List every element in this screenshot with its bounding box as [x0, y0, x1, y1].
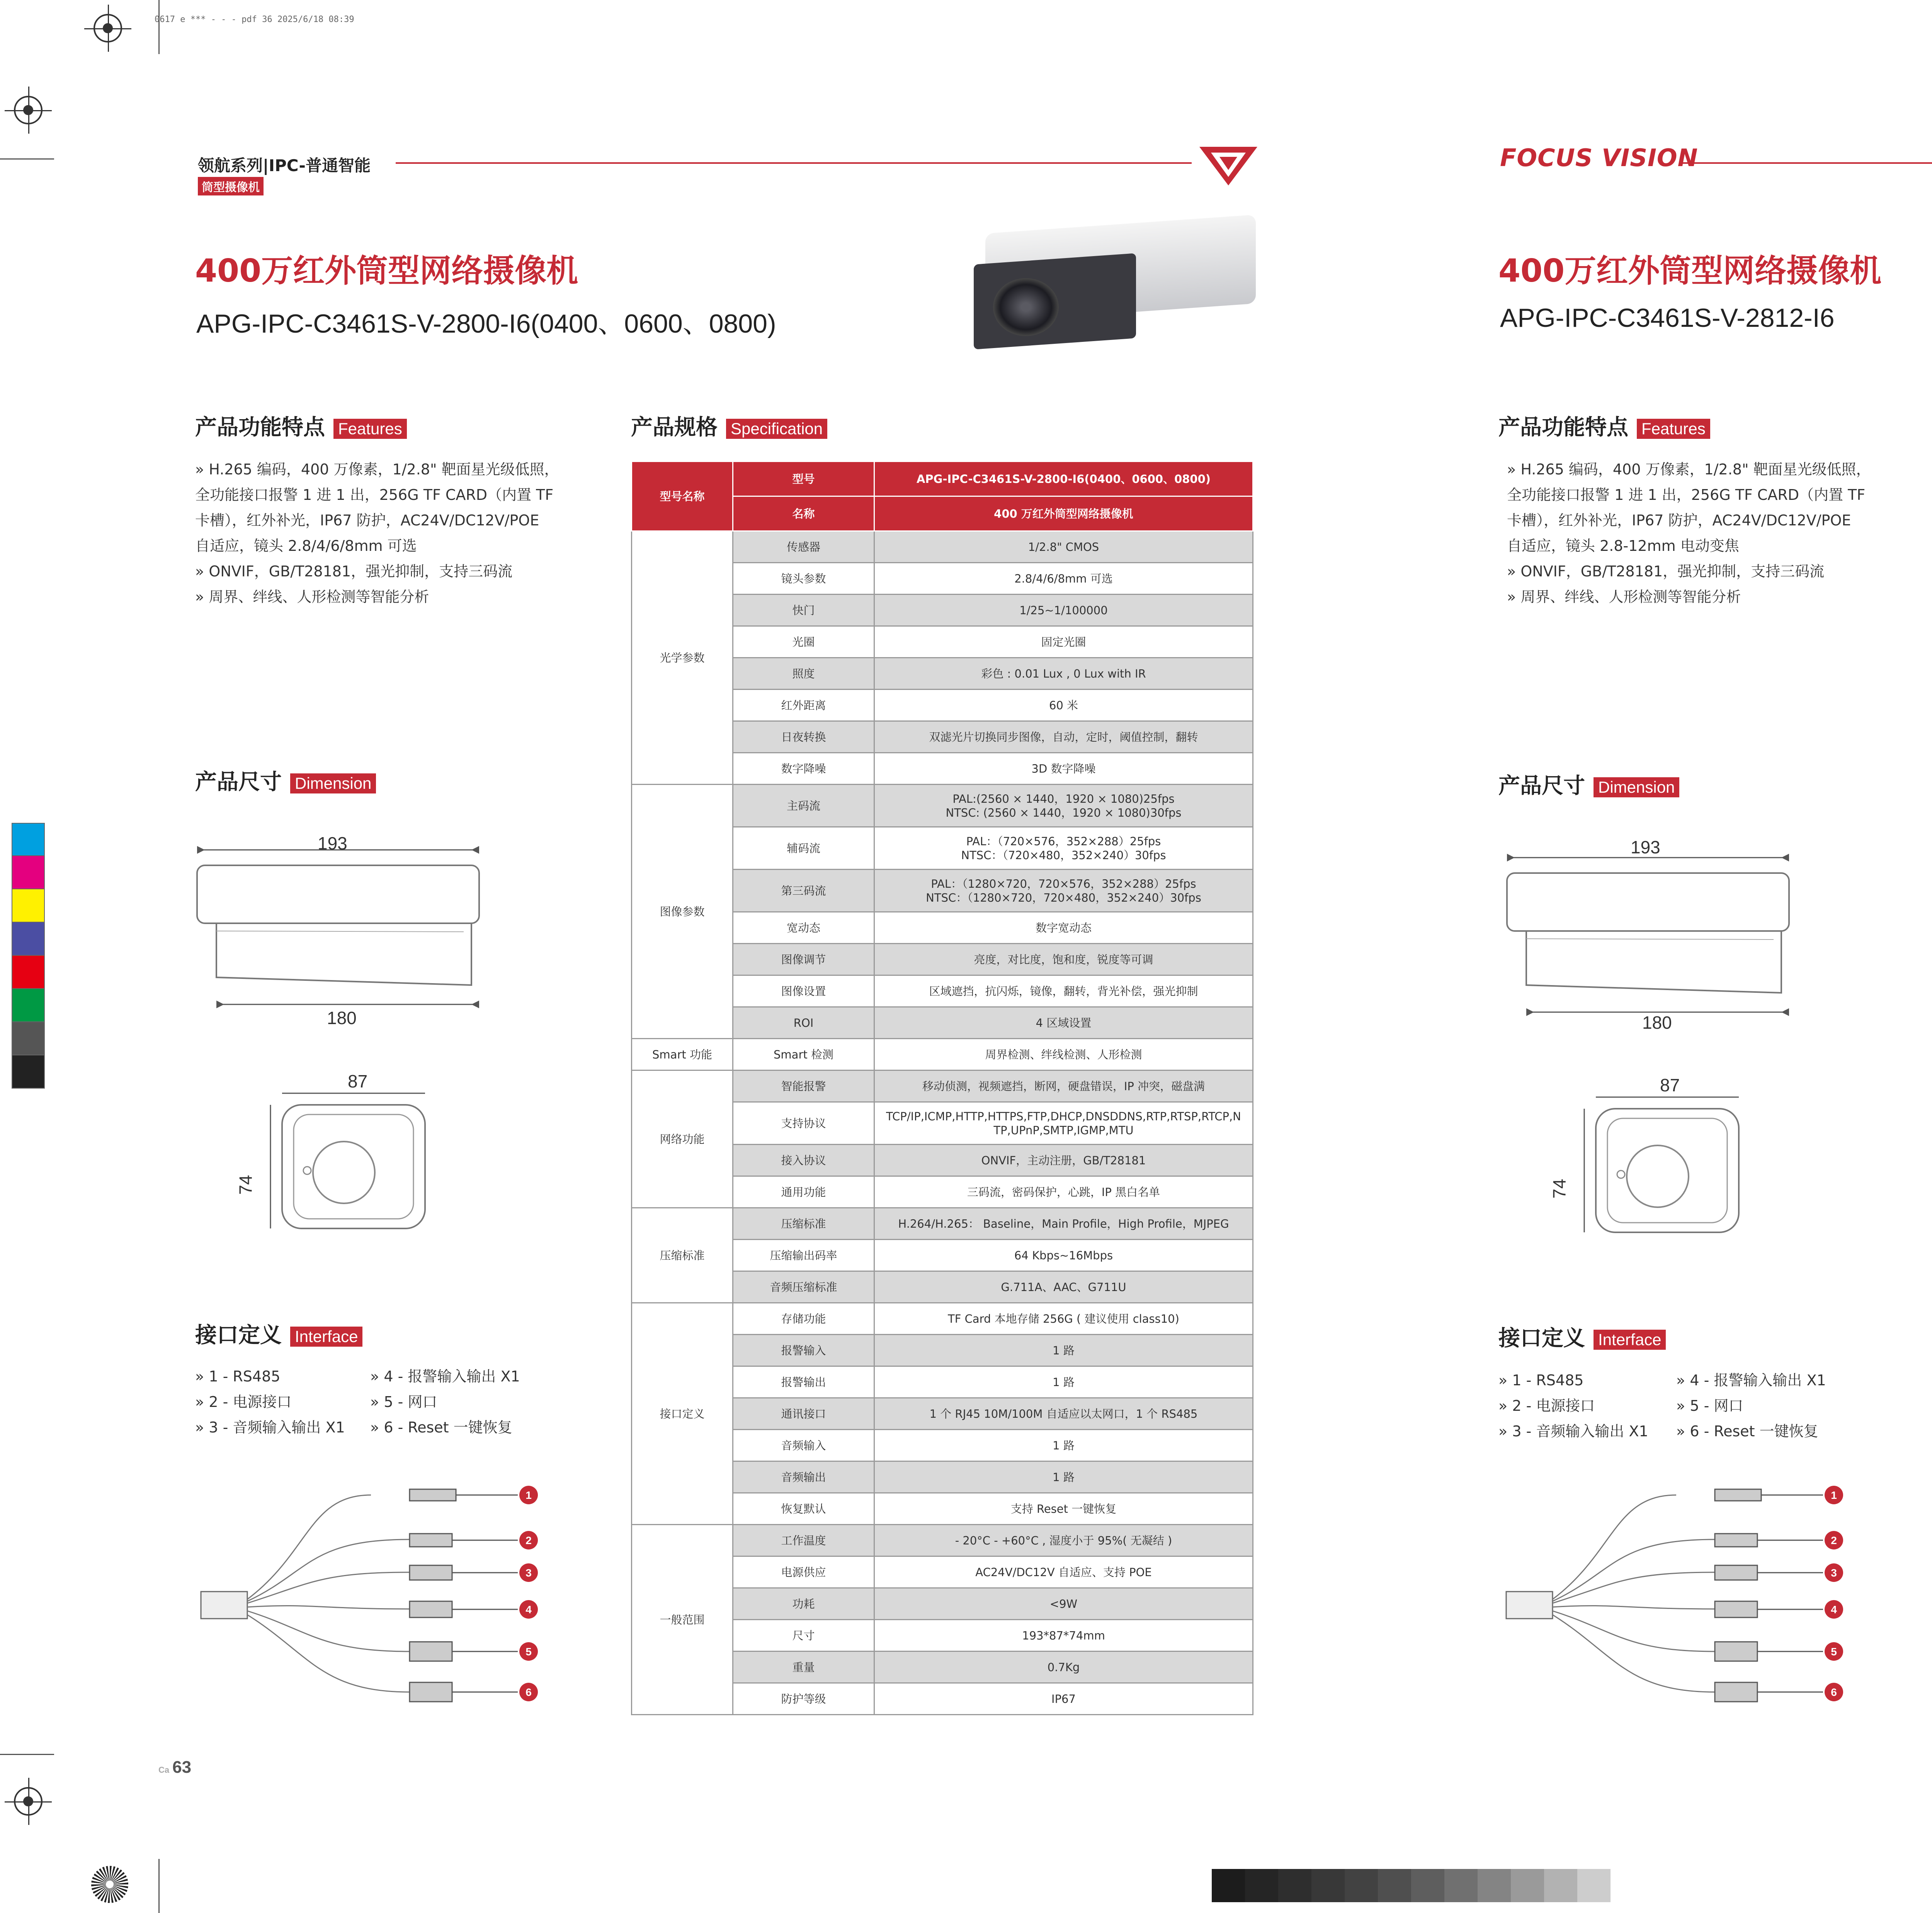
- cable-diagram: [193, 1476, 549, 1715]
- spec-value: [874, 626, 1253, 658]
- page-number: Ca 63: [158, 1758, 192, 1777]
- dimension-length-top: 193: [1631, 837, 1660, 857]
- spec-key: 功耗: [733, 1588, 874, 1620]
- spec-title-en: Specification: [726, 419, 827, 439]
- feature-line: 全功能接口报警 1 进 1 出，256G TF CARD（内置 TF: [195, 486, 554, 503]
- feature-line: 全功能接口报警 1 进 1 出，256G TF CARD（内置 TF: [1507, 486, 1866, 503]
- header-rule: [396, 162, 1192, 164]
- front-view-drawing: [255, 1078, 433, 1256]
- spec-value-line: 区域遮挡，抗闪烁，镜像，翻转，背光补偿，强光抑制: [929, 984, 1198, 998]
- brand-logo: FOCUS VISION: [1500, 144, 1698, 172]
- spec-value-line: 周界检测、绊线检测、人形检测: [985, 1048, 1142, 1061]
- interface-list-col1: [1498, 1368, 1648, 1444]
- svg-text:4: 4: [526, 1604, 532, 1616]
- spec-value-line: 4 区域设置: [1036, 1016, 1092, 1030]
- spec-value-line: 1/25~1/100000: [1019, 603, 1108, 617]
- spec-value: [874, 753, 1253, 785]
- feature-line: » ONVIF，GB/T28181，强光抑制，支持三码流: [1507, 563, 1825, 580]
- spec-value-line: 1 路: [1053, 1375, 1075, 1389]
- spec-value-line: ONVIF，主动注册，GB/T28181: [981, 1154, 1146, 1167]
- spec-value: [874, 595, 1253, 626]
- interface-item: » 1 - RS485: [195, 1368, 281, 1385]
- spec-value-line: 1 路: [1053, 1439, 1075, 1452]
- front-view-drawing: [1569, 1082, 1747, 1259]
- spec-key: 快门: [733, 595, 874, 626]
- interface-heading: [195, 1318, 362, 1349]
- spec-name-value: 400 万红外筒型网络摄像机: [874, 496, 1253, 531]
- spec-value-line: 支持 Reset 一键恢复: [1010, 1502, 1117, 1515]
- spec-group-label: 图像参数: [632, 785, 733, 1039]
- spec-value: [874, 563, 1253, 595]
- spec-value-line: NTSC: (2560 × 1440，1920 × 1080)30fps: [946, 806, 1182, 819]
- spec-value-line: IP67: [1051, 1692, 1076, 1706]
- spec-key: Smart 检测: [733, 1039, 874, 1070]
- spec-value: [874, 1556, 1253, 1588]
- spec-value-line: TP,UPnP,SMTP,IGMP,MTU: [993, 1123, 1134, 1137]
- spec-key: 通用功能: [733, 1176, 874, 1208]
- svg-text:5: 5: [526, 1646, 532, 1658]
- dimension-width: 87: [348, 1071, 368, 1091]
- spec-value-line: NTSC：（720×480，352×240）30fps: [961, 848, 1166, 862]
- spec-key: 恢复默认: [733, 1493, 874, 1525]
- page-right: [1376, 0, 1932, 1913]
- spec-value: [874, 1430, 1253, 1461]
- spec-value: [874, 1398, 1253, 1430]
- spec-key: 压缩标准: [733, 1208, 874, 1240]
- spec-value: [874, 1039, 1253, 1070]
- spec-key: 镜头参数: [733, 563, 874, 595]
- spec-title: 产品规格: [631, 415, 718, 440]
- spec-key: 智能报警: [733, 1070, 874, 1102]
- spec-value: [874, 1366, 1253, 1398]
- svg-text:2: 2: [1831, 1534, 1837, 1546]
- spec-value: [874, 1208, 1253, 1240]
- spec-value-line: 0.7Kg: [1047, 1660, 1080, 1674]
- print-slug: 0617 e *** - - - pdf 36 2025/6/18 08:39: [155, 15, 354, 24]
- spec-value-line: 3D 数字降噪: [1031, 762, 1096, 775]
- product-model: APG-IPC-C3461S-V-2800-I6(0400、0600、0800): [196, 309, 776, 338]
- interface-title: 接口定义: [195, 1323, 282, 1348]
- spec-group-label: 压缩标准: [632, 1208, 733, 1303]
- spec-key: 型号: [733, 462, 874, 496]
- spec-value-line: 固定光圈: [1041, 635, 1086, 649]
- spec-value-line: AC24V/DC12V 自适应、支持 POE: [975, 1565, 1152, 1579]
- features-list: [195, 457, 566, 610]
- dimension-width: 87: [1660, 1075, 1680, 1095]
- spec-key: 音频输出: [733, 1461, 874, 1493]
- svg-text:1: 1: [526, 1489, 532, 1501]
- spec-value: [874, 1461, 1253, 1493]
- spec-row: [632, 1303, 1253, 1335]
- dimension-title: 产品尺寸: [195, 770, 282, 795]
- page-number-value: 63: [172, 1758, 192, 1777]
- spec-key: 传感器: [733, 531, 874, 563]
- spec-key: 压缩输出码率: [733, 1240, 874, 1271]
- feature-line: 自适应，镜头 2.8-12mm 电动变焦: [1507, 537, 1739, 554]
- spec-value-line: G.711A、AAC、G711U: [1001, 1280, 1126, 1294]
- dimension-length-bottom: 180: [1642, 1013, 1672, 1033]
- spec-row: [632, 531, 1253, 563]
- spec-value-line: 64 Kbps~16Mbps: [1014, 1249, 1113, 1262]
- spec-key: ROI: [733, 1007, 874, 1039]
- interface-item: » 4 - 报警输入输出 X1: [1676, 1372, 1826, 1389]
- spec-key: 宽动态: [733, 912, 874, 944]
- interface-item: » 2 - 电源接口: [195, 1393, 292, 1410]
- spec-value: [874, 785, 1253, 827]
- dimension-heading: [195, 765, 376, 796]
- dimension-title: 产品尺寸: [1498, 773, 1585, 798]
- spec-value: [874, 690, 1253, 721]
- spec-value-line: 双滤光片切换同步图像，自动，定时，阈值控制，翻转: [929, 730, 1198, 744]
- feature-line: » 周界、绊线、人形检测等智能分析: [1507, 588, 1741, 605]
- interface-item: » 5 - 网口: [370, 1393, 437, 1410]
- spec-value-line: 移动侦测，视频遮挡，断网，硬盘错误，IP 冲突，磁盘满: [922, 1079, 1205, 1093]
- features-list: [1507, 457, 1878, 610]
- svg-text:5: 5: [1831, 1646, 1837, 1658]
- spec-value-line: PAL：（1280×720，720×576，352×288）25fps: [931, 877, 1196, 890]
- spec-value: [874, 1145, 1253, 1176]
- interface-item: » 3 - 音频输入输出 X1: [1498, 1423, 1648, 1440]
- feature-line: 卡槽），红外补光，IP67 防护，AC24V/DC12V/POE: [195, 512, 539, 529]
- spec-value: [874, 1303, 1253, 1335]
- spec-value: [874, 1651, 1253, 1683]
- svg-text:6: 6: [526, 1686, 532, 1698]
- svg-text:3: 3: [1831, 1567, 1837, 1579]
- dimension-height: 74: [235, 1175, 256, 1195]
- dimension-length-bottom: 180: [327, 1008, 357, 1028]
- spec-group-label: Smart 功能: [632, 1039, 733, 1070]
- spec-value-line: - 20°C - +60°C , 湿度小于 95%( 无凝结 ): [955, 1534, 1172, 1547]
- features-title-en: Features: [333, 419, 407, 439]
- spec-value-line: PAL：（720×576，352×288）25fps: [966, 834, 1161, 848]
- spec-value: [874, 1683, 1253, 1715]
- category-tag: 筒型摄像机: [198, 177, 264, 195]
- interface-title: 接口定义: [1498, 1326, 1585, 1351]
- spec-key: 通讯接口: [733, 1398, 874, 1430]
- spec-key: 第三码流: [733, 870, 874, 912]
- features-heading: [1498, 410, 1710, 441]
- spec-value: [874, 912, 1253, 944]
- spec-table: [631, 461, 1253, 1715]
- spec-value-line: <9W: [1049, 1597, 1078, 1611]
- spec-value: [874, 1493, 1253, 1525]
- svg-text:2: 2: [526, 1534, 532, 1546]
- spec-key: 电源供应: [733, 1556, 874, 1588]
- brand-emblem-icon: [1199, 147, 1257, 185]
- spec-value: [874, 1007, 1253, 1039]
- spec-key: 报警输入: [733, 1335, 874, 1366]
- camera-product-image: [970, 216, 1256, 355]
- header-rule: [1681, 162, 1932, 164]
- interface-title-en: Interface: [290, 1327, 362, 1347]
- spec-value: [874, 1271, 1253, 1303]
- spec-row: [632, 1070, 1253, 1102]
- product-title: 400万红外筒型网络摄像机: [1498, 253, 1882, 289]
- spec-value-line: 三码流，密码保护，心跳，IP 黑白名单: [967, 1185, 1160, 1199]
- interface-item: » 5 - 网口: [1676, 1397, 1743, 1414]
- spec-group-label: 一般范围: [632, 1525, 733, 1715]
- dimension-height: 74: [1549, 1179, 1570, 1199]
- spec-value-line: 亮度，对比度，饱和度，锐度等可调: [974, 953, 1153, 966]
- spec-key: 红外距离: [733, 690, 874, 721]
- cable-diagram: [1498, 1476, 1854, 1715]
- spec-value-line: TF Card 本地存储 256G ( 建议使用 class10): [948, 1312, 1179, 1325]
- spec-row: [632, 785, 1253, 827]
- spec-group-label: 网络功能: [632, 1070, 733, 1208]
- feature-line: » 周界、绊线、人形检测等智能分析: [195, 588, 429, 605]
- interface-list-col2: [1676, 1368, 1826, 1444]
- spec-heading: [631, 410, 827, 441]
- features-title: 产品功能特点: [1498, 415, 1628, 440]
- feature-line: 卡槽），红外补光，IP67 防护，AC24V/DC12V/POE: [1507, 512, 1851, 529]
- spec-key: 图像设置: [733, 975, 874, 1007]
- spec-value-line: 1 个 RJ45 10M/100M 自适应以太网口，1 个 RS485: [929, 1407, 1198, 1420]
- spec-value: [874, 975, 1253, 1007]
- spec-value-line: 2.8/4/6/8mm 可选: [1014, 572, 1113, 585]
- spec-value: [874, 721, 1253, 753]
- spec-value-line: 1 路: [1053, 1470, 1075, 1484]
- spec-key: 工作温度: [733, 1525, 874, 1556]
- spec-value: [874, 1525, 1253, 1556]
- spec-key: 重量: [733, 1651, 874, 1683]
- spec-key: 接入协议: [733, 1145, 874, 1176]
- interface-title-en: Interface: [1594, 1330, 1666, 1350]
- spec-value: [874, 1620, 1253, 1651]
- spec-value-line: 1/2.8" CMOS: [1028, 540, 1099, 554]
- spec-row: [632, 1525, 1253, 1556]
- spec-value: [874, 944, 1253, 975]
- dimension-heading: [1498, 769, 1679, 800]
- spec-value: [874, 1240, 1253, 1271]
- feature-line: 自适应，镜头 2.8/4/6/8mm 可选: [195, 537, 417, 554]
- spec-key: 照度: [733, 658, 874, 690]
- spec-key: 尺寸: [733, 1620, 874, 1651]
- dimension-length-top: 193: [318, 833, 347, 853]
- spec-value-line: 数字宽动态: [1035, 921, 1092, 934]
- spec-value: [874, 1176, 1253, 1208]
- dimension-title-en: Dimension: [290, 773, 376, 793]
- interface-item: » 1 - RS485: [1498, 1372, 1584, 1389]
- interface-item: » 6 - Reset 一键恢复: [1676, 1423, 1818, 1440]
- spec-key: 光圈: [733, 626, 874, 658]
- svg-text:6: 6: [1831, 1686, 1837, 1698]
- spec-key: 防护等级: [733, 1683, 874, 1715]
- spec-key: 支持协议: [733, 1102, 874, 1145]
- product-model: APG-IPC-C3461S-V-2812-I6: [1500, 303, 1835, 333]
- interface-item: » 2 - 电源接口: [1498, 1397, 1595, 1414]
- spec-value: [874, 1102, 1253, 1145]
- spec-group-model: 型号名称: [632, 462, 733, 531]
- svg-text:3: 3: [526, 1567, 532, 1579]
- spec-value: [874, 531, 1253, 563]
- feature-line: » H.265 编码，400 万像素，1/2.8" 靶面星光级低照，: [195, 461, 559, 478]
- side-view-drawing: [1503, 838, 1797, 1031]
- spec-value: [874, 1335, 1253, 1366]
- side-view-drawing: [193, 831, 487, 1024]
- spec-key: 主码流: [733, 785, 874, 827]
- dimension-title-en: Dimension: [1594, 777, 1679, 797]
- feature-line: » ONVIF，GB/T28181，强光抑制，支持三码流: [195, 563, 513, 580]
- interface-heading: [1498, 1321, 1666, 1352]
- spec-row: [632, 1039, 1253, 1070]
- product-title: 400万红外筒型网络摄像机: [195, 253, 578, 289]
- spec-value-line: H.264/H.265： Baseline，Main Profile，High Profile，MJPEG: [898, 1217, 1229, 1230]
- spec-key: 数字降噪: [733, 753, 874, 785]
- spec-value-line: 193*87*74mm: [1022, 1629, 1105, 1642]
- spec-value-line: 1 路: [1053, 1344, 1075, 1357]
- spec-group-label: 接口定义: [632, 1303, 733, 1525]
- interface-list-col2: [370, 1364, 520, 1440]
- spec-key: 日夜转换: [733, 721, 874, 753]
- spec-key: 存储功能: [733, 1303, 874, 1335]
- interface-item: » 4 - 报警输入输出 X1: [370, 1368, 520, 1385]
- spec-value-line: 60 米: [1049, 698, 1078, 712]
- spec-value-line: TCP/IP,ICMP,HTTP,HTTPS,FTP,DHCP,DNSDDNS,RTP,RTSP,RTCP,N: [886, 1109, 1241, 1123]
- spec-value-line: 彩色 : 0.01 Lux , 0 Lux with IR: [981, 667, 1146, 680]
- interface-item: » 3 - 音频输入输出 X1: [195, 1419, 345, 1436]
- spec-value: [874, 1588, 1253, 1620]
- spec-key: 图像调节: [733, 944, 874, 975]
- spec-value: [874, 827, 1253, 870]
- spec-key: 辅码流: [733, 827, 874, 870]
- spec-value: [874, 870, 1253, 912]
- spec-key: 名称: [733, 496, 874, 531]
- feature-line: » H.265 编码，400 万像素，1/2.8" 靶面星光级低照，: [1507, 461, 1871, 478]
- spec-key: 音频输入: [733, 1430, 874, 1461]
- spec-value: [874, 1070, 1253, 1102]
- features-title: 产品功能特点: [195, 415, 325, 440]
- spec-value-line: NTSC：（1280×720，720×480，352×240）30fps: [926, 891, 1201, 904]
- spec-model-value: APG-IPC-C3461S-V-2800-I6(0400、0600、0800): [874, 462, 1253, 496]
- interface-item: » 6 - Reset 一键恢复: [370, 1419, 512, 1436]
- spec-value: [874, 658, 1253, 690]
- spec-key: 音频压缩标准: [733, 1271, 874, 1303]
- svg-text:1: 1: [1831, 1489, 1837, 1501]
- spec-group-label: 光学参数: [632, 531, 733, 785]
- interface-list-col1: [195, 1364, 345, 1440]
- features-heading: [195, 410, 407, 441]
- features-title-en: Features: [1637, 419, 1710, 439]
- spec-value-line: PAL:(2560 × 1440，1920 × 1080)25fps: [952, 792, 1175, 805]
- svg-text:4: 4: [1831, 1604, 1837, 1616]
- spec-key: 报警输出: [733, 1366, 874, 1398]
- spec-row: [632, 1208, 1253, 1240]
- series-label: 领航系列|IPC-普通智能: [198, 156, 371, 175]
